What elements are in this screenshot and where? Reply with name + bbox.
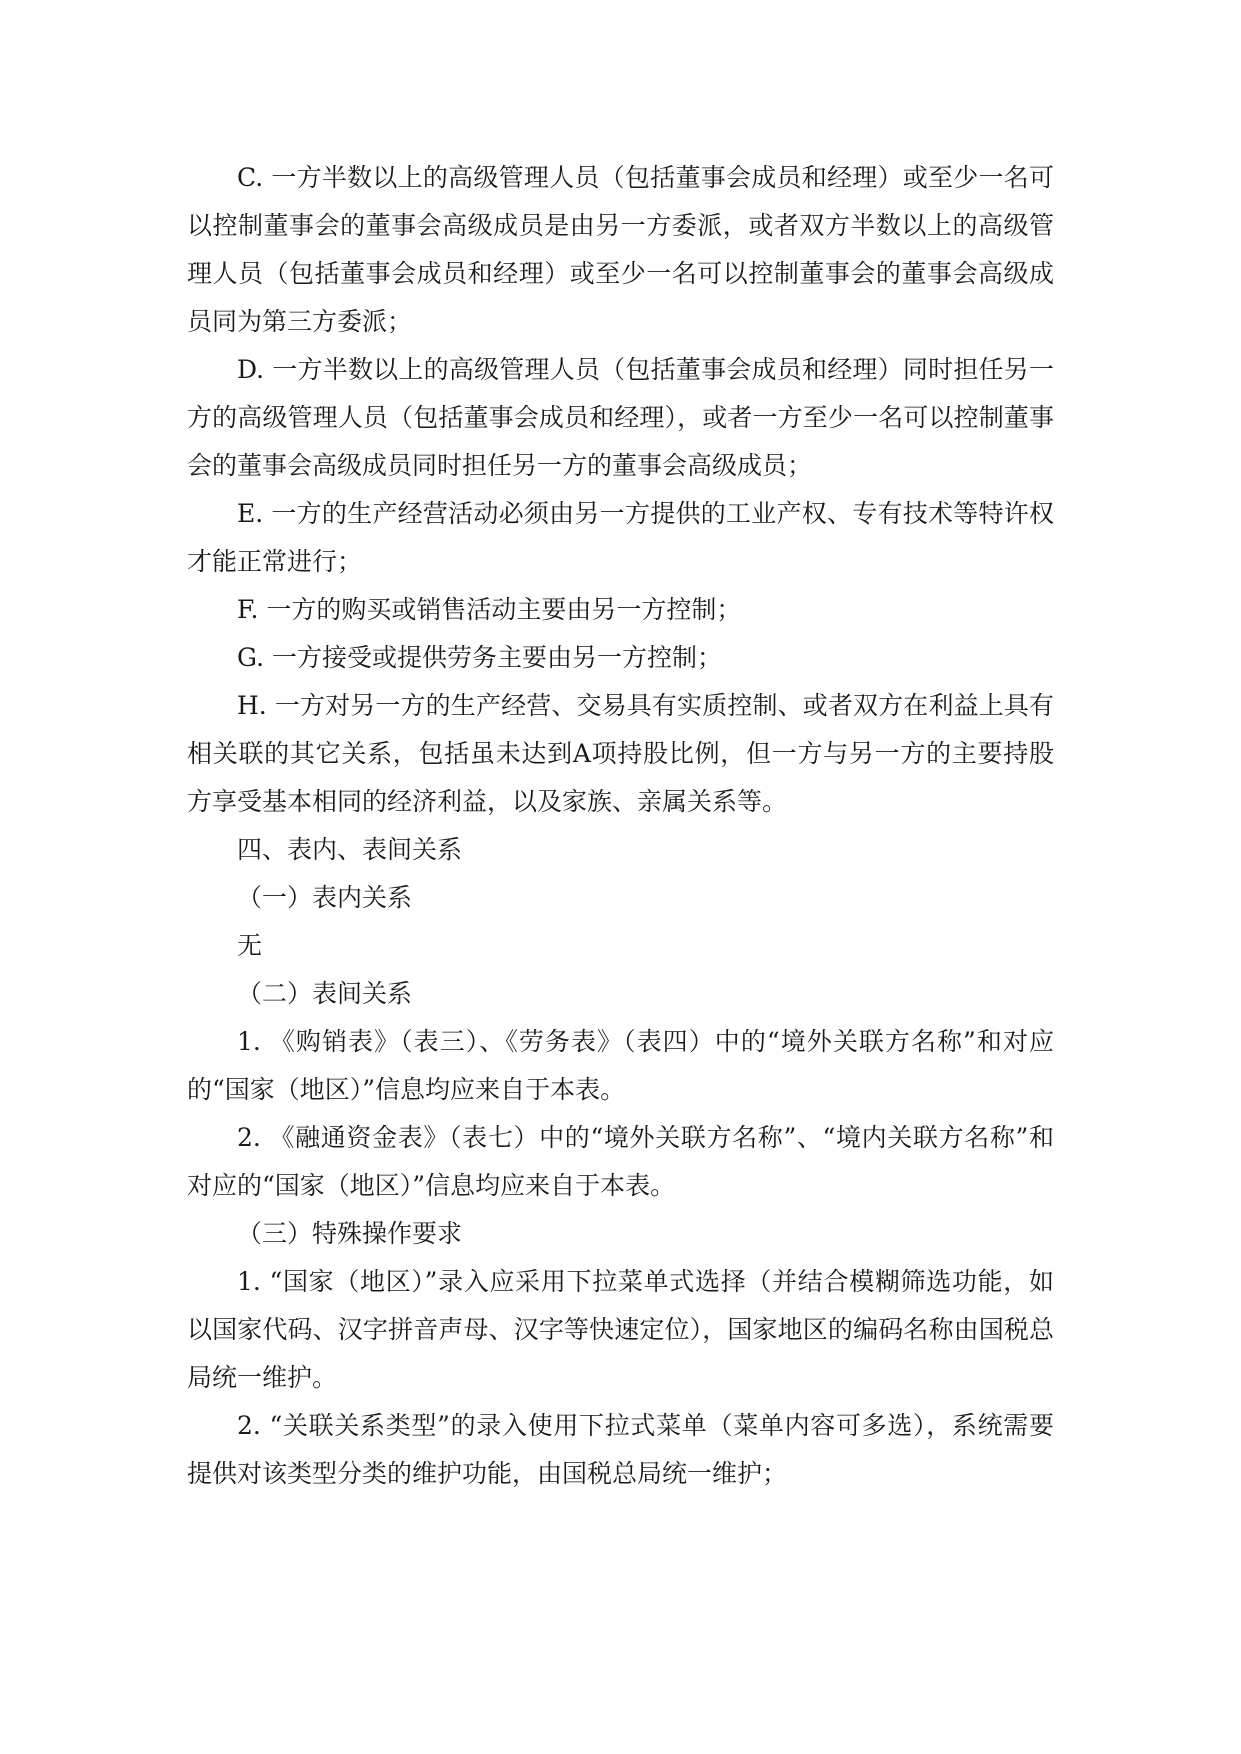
inter-table-item-1: 1. 《购销表》（表三）、《劳务表》（表四）中的“境外关联方名称”和对应的“国家（地区）”信息均应来自于本表。 <box>187 1027 1054 1104</box>
paragraph-e: E. 一方的生产经营活动必须由另一方提供的工业产权、专有技术等特许权才能正常进行； <box>187 499 1054 576</box>
subheading-special-requirements: （三）特殊操作要求 <box>237 1219 463 1248</box>
internal-relations-text: 无 <box>237 931 263 960</box>
paragraph-h: H. 一方对另一方的生产经营、交易具有实质控制、或者双方在利益上具有相关联的其它关系，包括虽未达到A项持股比例，但一方与另一方的主要持股方享受基本相同的经济利益，以及家族、亲属关系等。 <box>187 691 1054 816</box>
paragraph-f: F. 一方的购买或销售活动主要由另一方控制； <box>237 595 742 624</box>
paragraph-g: G. 一方接受或提供劳务主要由另一方控制； <box>237 643 722 672</box>
special-requirement-1: 1. “国家（地区）”录入应采用下拉菜单式选择（并结合模糊筛选功能，如以国家代码、汉字拼音声母、汉字等快速定位），国家地区的编码名称由国税总局统一维护。 <box>187 1267 1054 1392</box>
paragraph-d: D. 一方半数以上的高级管理人员（包括董事会成员和经理）同时担任另一方的高级管理人员（包括董事会成员和经理），或者一方至少一名可以控制董事会的董事会高级成员同时担任另一方的董事会高级成员； <box>187 355 1054 480</box>
subheading-internal-relations: （一）表内关系 <box>237 883 413 912</box>
paragraph-c: C. 一方半数以上的高级管理人员（包括董事会成员和经理）或至少一名可以控制董事会的董事会高级成员是由另一方委派，或者双方半数以上的高级管理人员（包括董事会成员和经理）或至少一名可以控制董事会的董事会高级成员同为第三方委派； <box>187 163 1054 336</box>
inter-table-item-2: 2. 《融通资金表》（表七）中的“境外关联方名称”、“境内关联方名称”和对应的“国家（地区）”信息均应来自于本表。 <box>187 1123 1054 1200</box>
document-page <box>187 154 1054 1498</box>
special-requirement-2: 2. “关联关系类型”的录入使用下拉式菜单（菜单内容可多选），系统需要提供对该类型分类的维护功能，由国税总局统一维护； <box>187 1411 1054 1488</box>
subheading-inter-table-relations: （二）表间关系 <box>237 979 413 1008</box>
section-heading-relations: 四、表内、表间关系 <box>237 835 463 864</box>
